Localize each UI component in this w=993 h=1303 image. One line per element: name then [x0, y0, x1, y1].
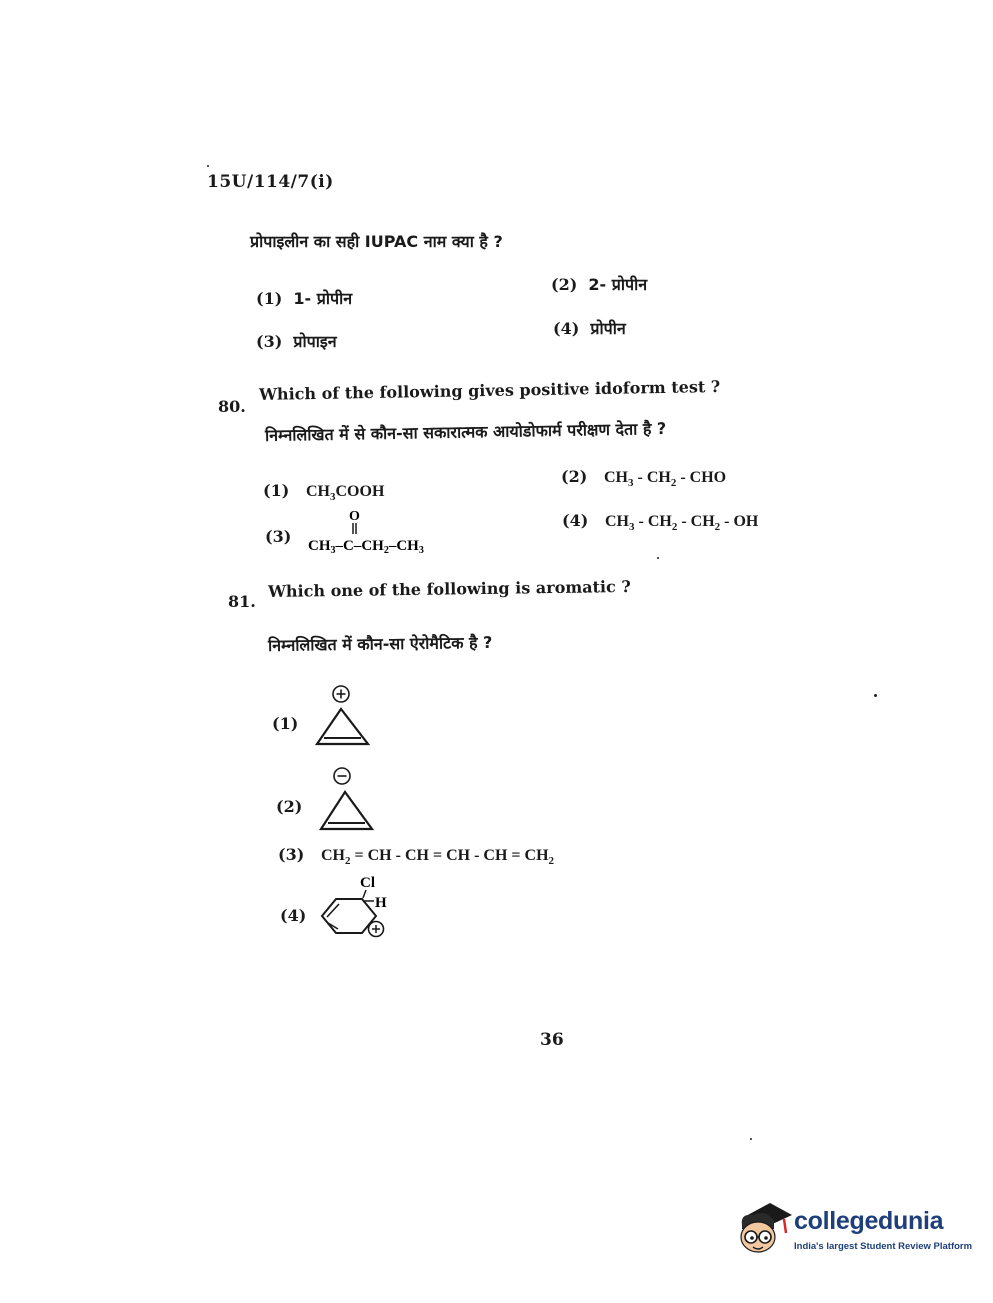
- svg-text:Cl: Cl: [360, 875, 375, 891]
- q80-number: 80.: [218, 397, 246, 416]
- q79-option-4: (4) प्रोपीन: [553, 319, 626, 338]
- brand-tagline: India's largest Student Review Platform: [794, 1241, 973, 1252]
- q81-option-1-label: (1): [272, 714, 299, 733]
- q81-option-2-structure: [316, 765, 380, 837]
- q79-option-3: (3) प्रोपाइन: [256, 332, 337, 351]
- q81-option-4-label: (4): [280, 906, 307, 925]
- q81-option-4-structure: [318, 871, 398, 947]
- scan-speck: [874, 694, 877, 697]
- scan-speck: [207, 165, 209, 167]
- mascot-icon: [734, 1195, 794, 1261]
- q81-option-2-label: (2): [276, 797, 303, 816]
- q80-option-3-label: (3): [265, 527, 292, 546]
- svg-text:O: O: [349, 509, 360, 524]
- q81-question-english: Which one of the following is aromatic ?: [267, 576, 631, 601]
- q80-option-3-structure: [306, 506, 456, 560]
- q80-option-1: (1) $CH_3COOH$: [263, 481, 385, 504]
- q79-question-hindi: प्रोपाइलीन का सही IUPAC नाम क्या है ?: [250, 232, 503, 251]
- q80-option-1-formula: $CH_3COOH$: [306, 483, 385, 504]
- paper-code: 15U/114/7(i): [207, 172, 334, 192]
- q80-question-english: Which of the following gives positive idoform test ?: [258, 376, 721, 404]
- q81-option-3: (3) $CH_2$ = CH - CH = CH - CH = $CH_2$: [278, 845, 555, 868]
- svg-text:CH3–C–CH2–CH3: $CH_3-C-CH_2-CH_3$: [308, 538, 424, 556]
- scan-speck: [657, 557, 659, 559]
- collegedunia-watermark: [734, 1195, 973, 1265]
- q80-option-2-formula: $CH_3 - CH_2$ - CHO: [604, 469, 727, 490]
- page-number: 36: [540, 1030, 564, 1050]
- scan-speck: [750, 1138, 752, 1140]
- q80-option-2: (2) $CH_3 - CH_2$ - CHO: [561, 467, 727, 490]
- q81-number: 81.: [228, 592, 256, 611]
- q80-option-4: (4) $CH_3 - CH_2 - CH_2$ - OH: [562, 511, 759, 534]
- q79-option-2: (2) 2- प्रोपीन: [551, 275, 648, 294]
- svg-text:H: H: [375, 895, 387, 911]
- brand-name: collegedunia: [794, 1207, 944, 1235]
- q80-question-hindi: निम्नलिखित में से कौन-सा सकारात्मक आयोडोफार्म परीक्षण देता है ?: [264, 418, 667, 445]
- q79-option-1: (1) 1- प्रोपीन: [256, 289, 353, 308]
- q81-option-3-formula: $CH_2$ = CH - CH = CH - CH = $CH_2$: [321, 847, 555, 868]
- q81-question-hindi: निम्नलिखित में कौन-सा ऐरोमैटिक है ?: [267, 632, 493, 655]
- q80-option-4-formula: $CH_3 - CH_2 - CH_2$ - OH: [605, 513, 759, 534]
- q81-option-1-structure: [312, 683, 376, 753]
